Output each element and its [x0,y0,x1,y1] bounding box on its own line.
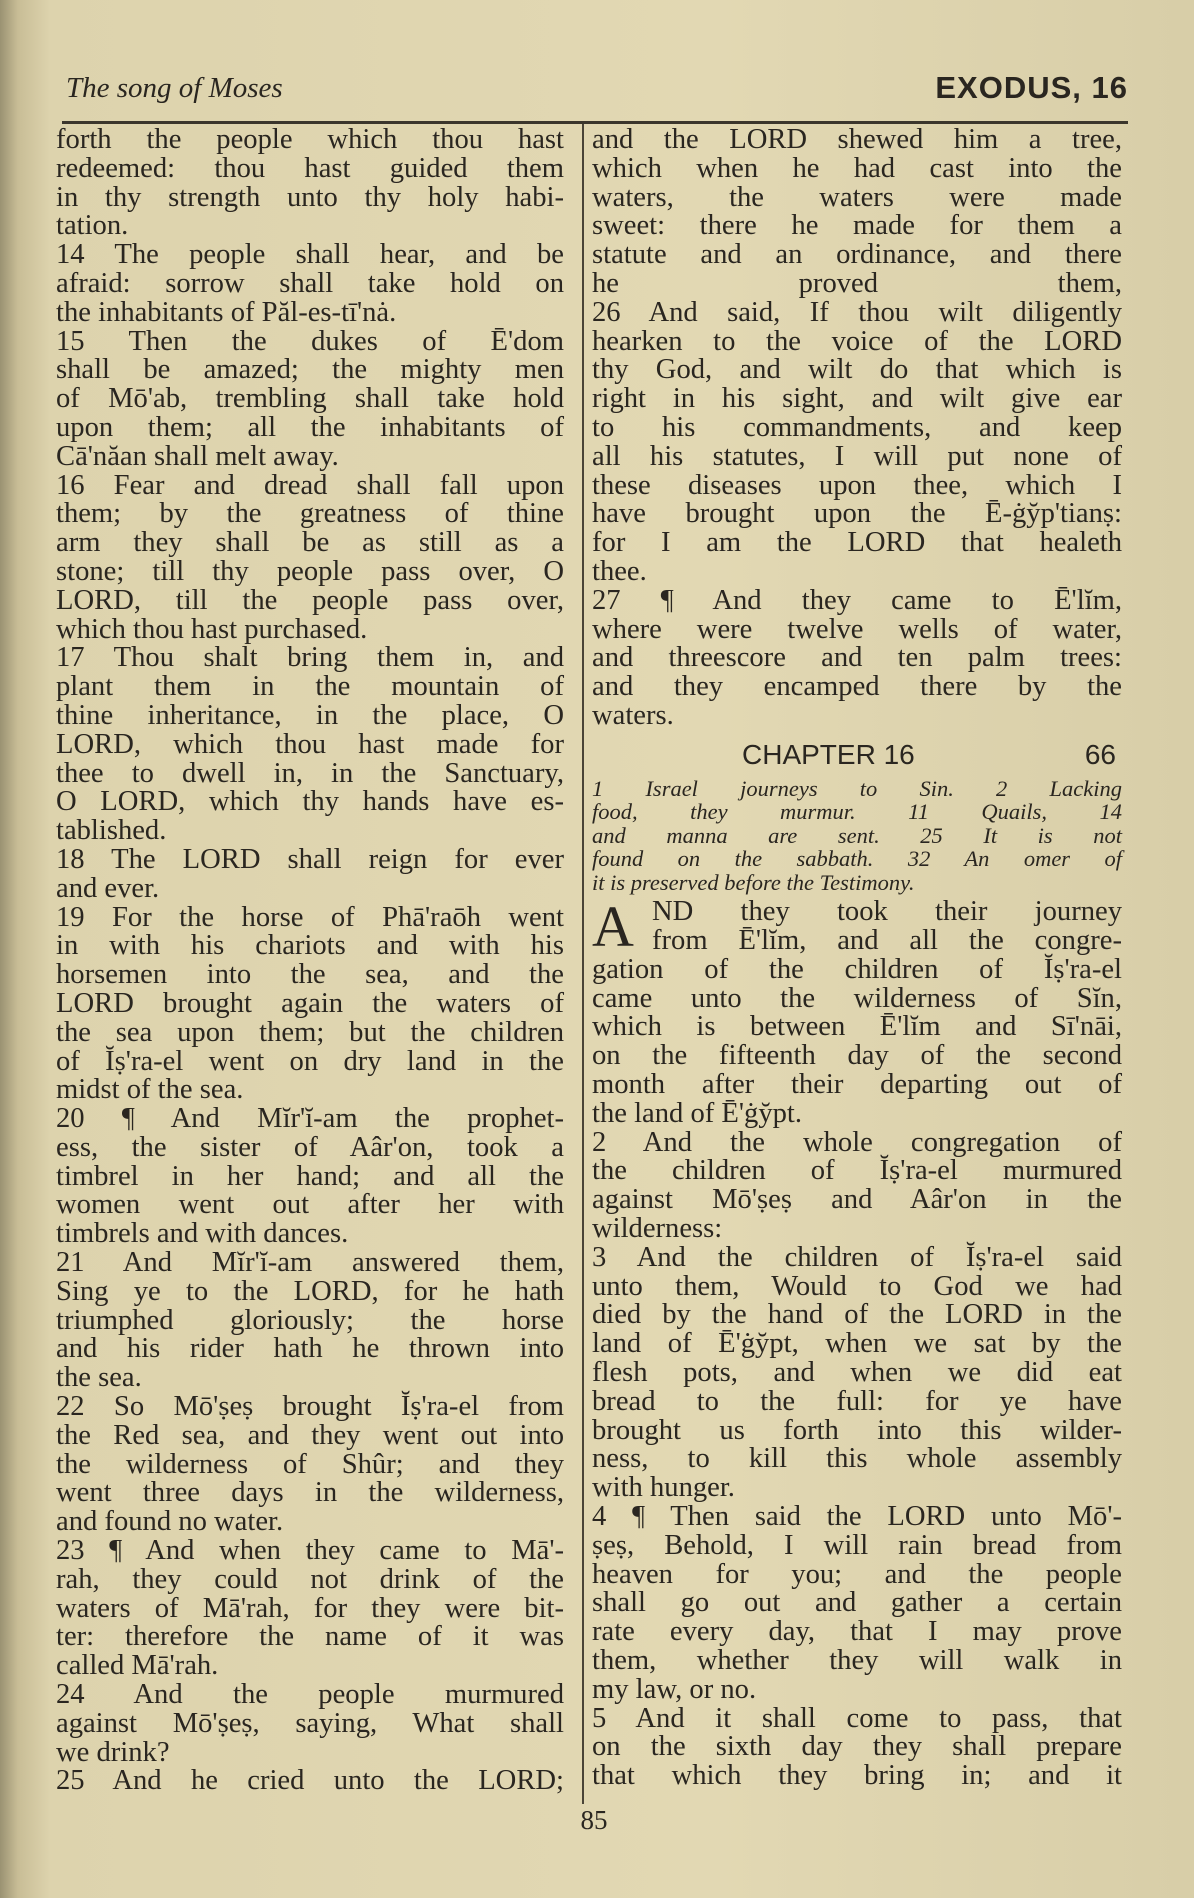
text-line: forth the people which thou hast [56,124,564,155]
book-chapter: EXODUS, 16 [935,70,1128,105]
text-line: rah, they could not drink of the [56,1563,564,1595]
text-line: arm they shall be as still as a [56,527,564,559]
text-line: in thy strength unto thy holy habi- [56,181,564,213]
text-line: month after their departing out of [592,1069,1122,1101]
text-line: shall go out and gather a certain [592,1587,1122,1619]
text-line: in with his chariots and with his [56,930,564,962]
text-line: have brought upon the Ē-ġy̆p'tianṣ: [592,498,1122,530]
text-line: 16 Fear and dread shall fall upon [56,469,564,501]
running-header [62,68,1128,114]
text-line: gation of the children of Ĭṣ'ra-el [592,953,1122,985]
text-line: waters of Mā'rah, for they were bit- [56,1592,564,1624]
text-line: afraid: sorrow shall take hold on [56,267,564,299]
text-line: 1 Israel journeys to Sin. 2 Lacking [592,775,1122,801]
right-column-bottom [592,953,1122,1792]
text-line: hearken to the voice of the LORD [592,325,1122,357]
text-line: redeemed: thou hast guided them [56,152,564,184]
text-line: and manna are sent. 25 It is not [592,822,1122,848]
text-line: which thou hast purchased. [56,613,368,645]
text-line: on the fifteenth day of the second [592,1040,1122,1072]
text-line: the children of Ĭṣ'ra-el murmured [592,1155,1122,1187]
text-line: rate every day, that I may prove [592,1616,1122,1648]
text-line: horsemen into the sea, and the [56,959,564,991]
text-line: thee. [592,555,647,587]
right-column [582,126,1122,1791]
text-line: and the LORD shewed him a tree, [592,124,1122,155]
text-line: timbrel in her hand; and all the [56,1160,564,1192]
chapter-title: CHAPTER 16 [742,738,915,770]
text-line: 4 ¶ Then said the LORD unto Mō'- [592,1500,1122,1532]
text-line: all his statutes, I will put none of [592,440,1122,472]
text-line: heaven for you; and the people [592,1558,1122,1590]
text-line: 18 The LORD shall reign for ever [56,843,564,875]
text-line: 14 The people shall hear, and be [56,239,564,271]
text-line: LORD, which thou hast made for [56,728,564,760]
text-line: upon them; all the inhabitants of [56,411,564,443]
text-line: ND they took their journey [652,896,1122,928]
text-line: ness, to kill this whole assembly [592,1443,1122,1475]
chapter-heading [592,735,1122,775]
text-line: waters, the waters were made [592,181,1122,213]
text-line: 25 And he cried unto the LORD; [56,1765,564,1797]
text-line: shall be amazed; the mighty men [56,354,564,386]
text-line: timbrels and with dances. [56,1218,349,1250]
text-line: brought us forth into this wilder- [592,1414,1122,1446]
text-line: which is between Ē'lĭm and Sī'nāi, [592,1011,1122,1043]
text-line: plant them in the mountain of [56,671,564,703]
text-line: 3 And the children of Ĭṣ'ra-el said [592,1241,1122,1273]
text-line: thine inheritance, in the place, O [56,699,564,731]
text-line: and his rider hath he thrown into [56,1333,564,1365]
text-line: statute and an ordinance, and there [592,239,1122,271]
text-line: of Mō'ab, trembling shall take hold [56,383,564,415]
chapter-number: 66 [1084,738,1116,770]
text-line: the Red sea, and they went out into [56,1419,564,1451]
text-line: LORD brought again the waters of [56,987,564,1019]
text-line: Sing ye to the LORD, for he hath [56,1275,564,1307]
text-line: ter: therefore the name of it was [56,1621,564,1653]
text-line: thee to dwell in, in the Sanctuary, [56,757,564,789]
text-line: 24 And the people murmured [56,1679,564,1711]
text-line: tablished. [56,815,167,847]
text-line: 17 Thou shalt bring them in, and [56,642,564,674]
text-line: from Ē'lĭm, and all the congre- [652,925,1122,957]
text-line: tation. [56,210,129,242]
text-line: the wilderness of Shûr; and they [56,1448,564,1480]
text-line: thy God, and wilt do that which is [592,354,1122,386]
text-line: them, whether they will walk in [592,1644,1122,1676]
text-line: which when he had cast into the [592,152,1122,184]
text-line: against Mō'ṣeṣ and Aâr'on in the [592,1184,1122,1216]
text-line: the sea upon them; but the children [56,1016,564,1048]
text-line: for I am the LORD that healeth [592,527,1122,559]
text-line: went three days in the wilderness, [56,1477,564,1509]
page-number: 85 [580,1805,608,1835]
text-line: land of Ē'ġy̆pt, when we sat by the [592,1328,1122,1360]
text-line: women went out after her with [56,1189,564,1221]
text-line: of Ĭṣ'ra-el went on dry land in the [56,1045,564,1077]
text-line: against Mō'ṣeṣ, saying, What shall [56,1707,564,1739]
text-line: to his commandments, and keep [592,411,1122,443]
text-line: on the sixth day they shall prepare [592,1731,1122,1763]
text-line: and they encamped there by the [592,671,1122,703]
text-line: LORD, till the people pass over, [56,584,564,616]
text-line: 5 And it shall come to pass, that [592,1702,1122,1734]
text-line: the inhabitants of Păl-es-tī'nȧ. [56,296,397,328]
text-line: 19 For the horse of Phā'raōh went [56,901,564,933]
text-line: my law, or no. [592,1673,757,1705]
chapter-summary [592,777,1122,895]
text-line: unto them, Would to God we had [592,1270,1122,1302]
text-line: midst of the sea. [56,1074,244,1106]
text-line: Cā'năan shall melt away. [56,440,339,472]
section-title: The song of Moses [66,72,283,104]
text-line: died by the hand of the LORD in the [592,1299,1122,1331]
text-line: that which they bring in; and it [592,1760,1122,1792]
text-line: it is preserved before the Testimony. [592,869,915,895]
left-column [56,126,564,1796]
text-line: bread to the full: for ye have [592,1385,1122,1417]
dropcap-paragraph [592,894,1122,960]
text-line: 15 Then the dukes of Ē'dom [56,325,564,357]
text-line: 26 And said, If thou wilt diligently [592,296,1122,328]
text-line: 2 And the whole congregation of [592,1126,1122,1158]
text-line: 27 ¶ And they came to Ē'lĭm, [592,584,1122,616]
text-line: these diseases upon thee, which I [592,469,1122,501]
text-line: sweet: there he made for them a [592,210,1122,242]
text-line: found on the sabbath. 32 An omer of [592,846,1122,872]
text-line: right in his sight, and wilt give ear [592,383,1122,415]
text-line: and threescore and ten palm trees: [592,642,1122,674]
text-line: 21 And Mĭr'ĭ-am answered them, [56,1247,564,1279]
text-line: waters. [592,699,674,731]
text-line: wilderness: [592,1213,723,1244]
text-line: the sea. [56,1362,142,1394]
text-line: them; by the greatness of thine [56,498,564,530]
text-line: ṣeṣ, Behold, I will rain bread from [592,1529,1122,1561]
text-line: 23 ¶ And when they came to Mā'- [56,1535,564,1567]
text-line: came unto the wilderness of Sĭn, [592,982,1122,1014]
text-line: he proved them, [592,267,1122,299]
text-line: food, they murmur. 11 Quails, 14 [592,799,1122,825]
text-line: the land of Ē'ġy̆pt. [592,1097,803,1129]
dropcap-letter: A [592,894,634,960]
text-line: O LORD, which thy hands have es- [56,786,564,818]
text-line: 20 ¶ And Mĭr'ĭ-am the prophet- [56,1103,564,1135]
text-line: triumphed gloriously; the horse [56,1304,564,1336]
text-line: flesh pots, and when we did eat [592,1356,1122,1388]
text-line: and found no water. [56,1506,284,1538]
text-line: ess, the sister of Aâr'on, took a [56,1131,564,1163]
right-column-top [592,126,1122,731]
text-line: we drink? [56,1736,170,1768]
text-line: with hunger. [592,1472,735,1504]
text-line: 22 So Mō'ṣeṣ brought Ĭṣ'ra-el from [56,1391,564,1423]
text-line: where were twelve wells of water, [592,613,1122,645]
text-line: stone; till thy people pass over, O [56,555,564,587]
text-line: called Mā'rah. [56,1650,219,1682]
text-line: and ever. [56,872,160,904]
